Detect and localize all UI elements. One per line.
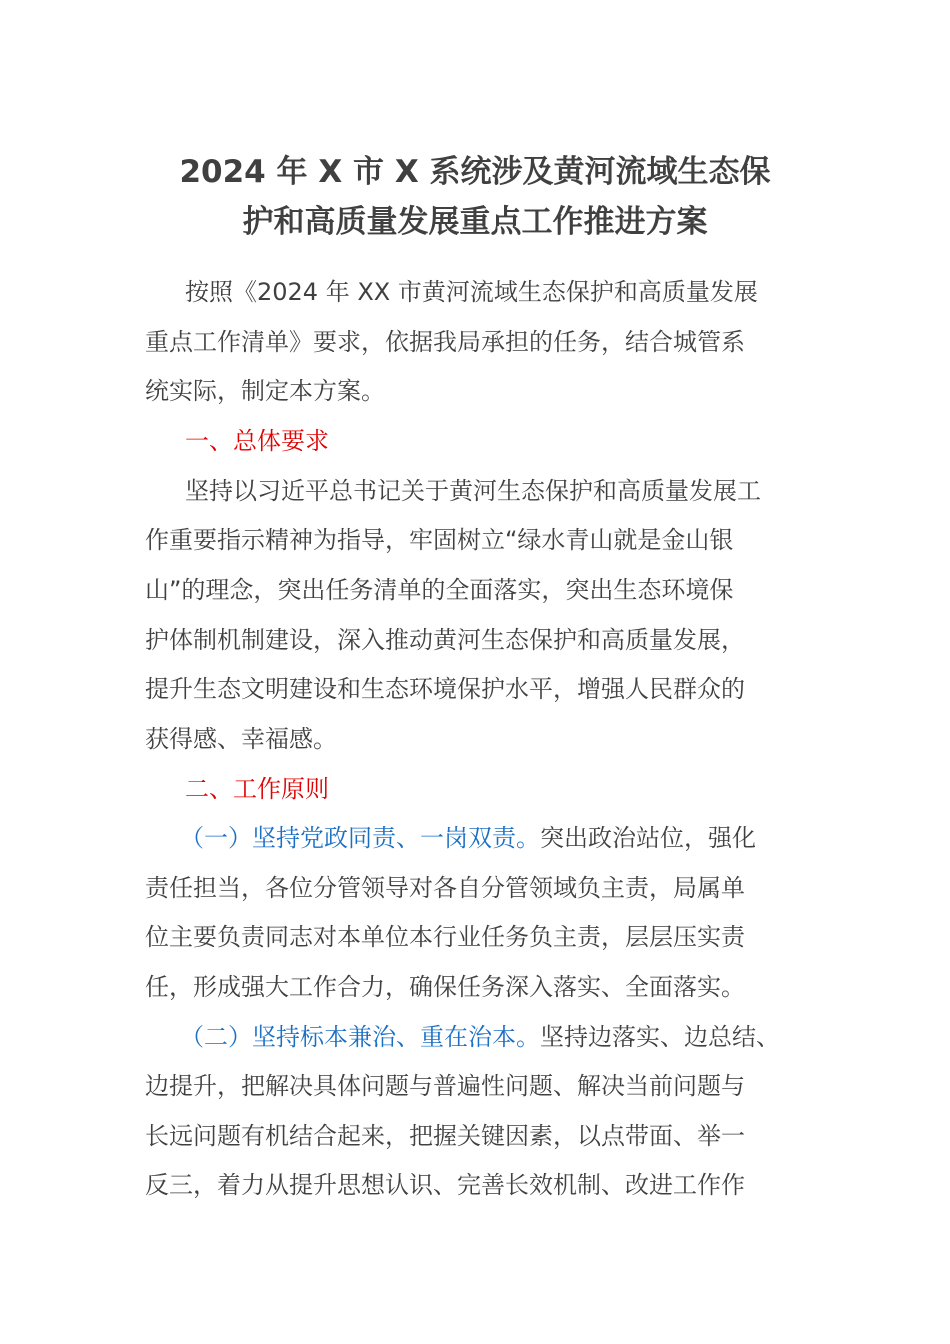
section1-line-5: 提升生态文明建设和生态环境保护水平，增强人民群众的 [145, 675, 745, 703]
section2-item1-line-3: 位主要负责同志对本单位本行业任务负主责，层层压实责 [145, 923, 745, 951]
section2-item1-label: （一）坚持党政同责、一岗双责。 [180, 824, 540, 852]
section1-line-4: 护体制机制建设，深入推动黄河生态保护和高质量发展， [145, 626, 745, 654]
intro-line-3: 统实际，制定本方案。 [145, 377, 385, 405]
section2-item1-first-line [180, 822, 756, 854]
section1-heading: 一、总体要求 [185, 427, 329, 455]
section1-line-3: 山”的理念，突出任务清单的全面落实，突出生态环境保 [145, 576, 734, 604]
section2-heading: 二、工作原则 [185, 775, 329, 803]
intro-line-1: 按照《2024 年 XX 市黄河流域生态保护和高质量发展 [185, 278, 758, 306]
document-title-line-1: 2024 年 X 市 X 系统涉及黄河流域生态保 [179, 154, 771, 190]
section2-item2-line-3: 长远问题有机结合起来，把握关键因素，以点带面、举一 [145, 1122, 745, 1150]
section1-line-6: 获得感、幸福感。 [145, 725, 337, 753]
section2-item2-first-rest: 坚持边落实、边总结、 [540, 1023, 780, 1051]
section2-item1-line-2: 责任担当，各位分管领导对各自分管领域负主责，局属单 [145, 874, 745, 902]
document-title-line-2: 护和高质量发展重点工作推进方案 [242, 204, 708, 240]
section2-item2-first-line [180, 1021, 780, 1053]
intro-line-2: 重点工作清单》要求，依据我局承担的任务，结合城管系 [145, 328, 745, 356]
section2-item2-line-4: 反三，着力从提升思想认识、完善长效机制、改进工作作 [145, 1171, 745, 1199]
section1-line-2: 作重要指示精神为指导，牢固树立“绿水青山就是金山银 [145, 526, 734, 554]
section2-item2-line-2: 边提升，把解决具体问题与普遍性问题、解决当前问题与 [145, 1072, 745, 1100]
section2-item1-line-4: 任，形成强大工作合力，确保任务深入落实、全面落实。 [145, 973, 745, 1001]
section2-item2-label: （二）坚持标本兼治、重在治本。 [180, 1023, 540, 1051]
section2-item1-first-rest: 突出政治站位，强化 [540, 824, 756, 852]
section1-line-1: 坚持以习近平总书记关于黄河生态保护和高质量发展工 [185, 477, 761, 505]
